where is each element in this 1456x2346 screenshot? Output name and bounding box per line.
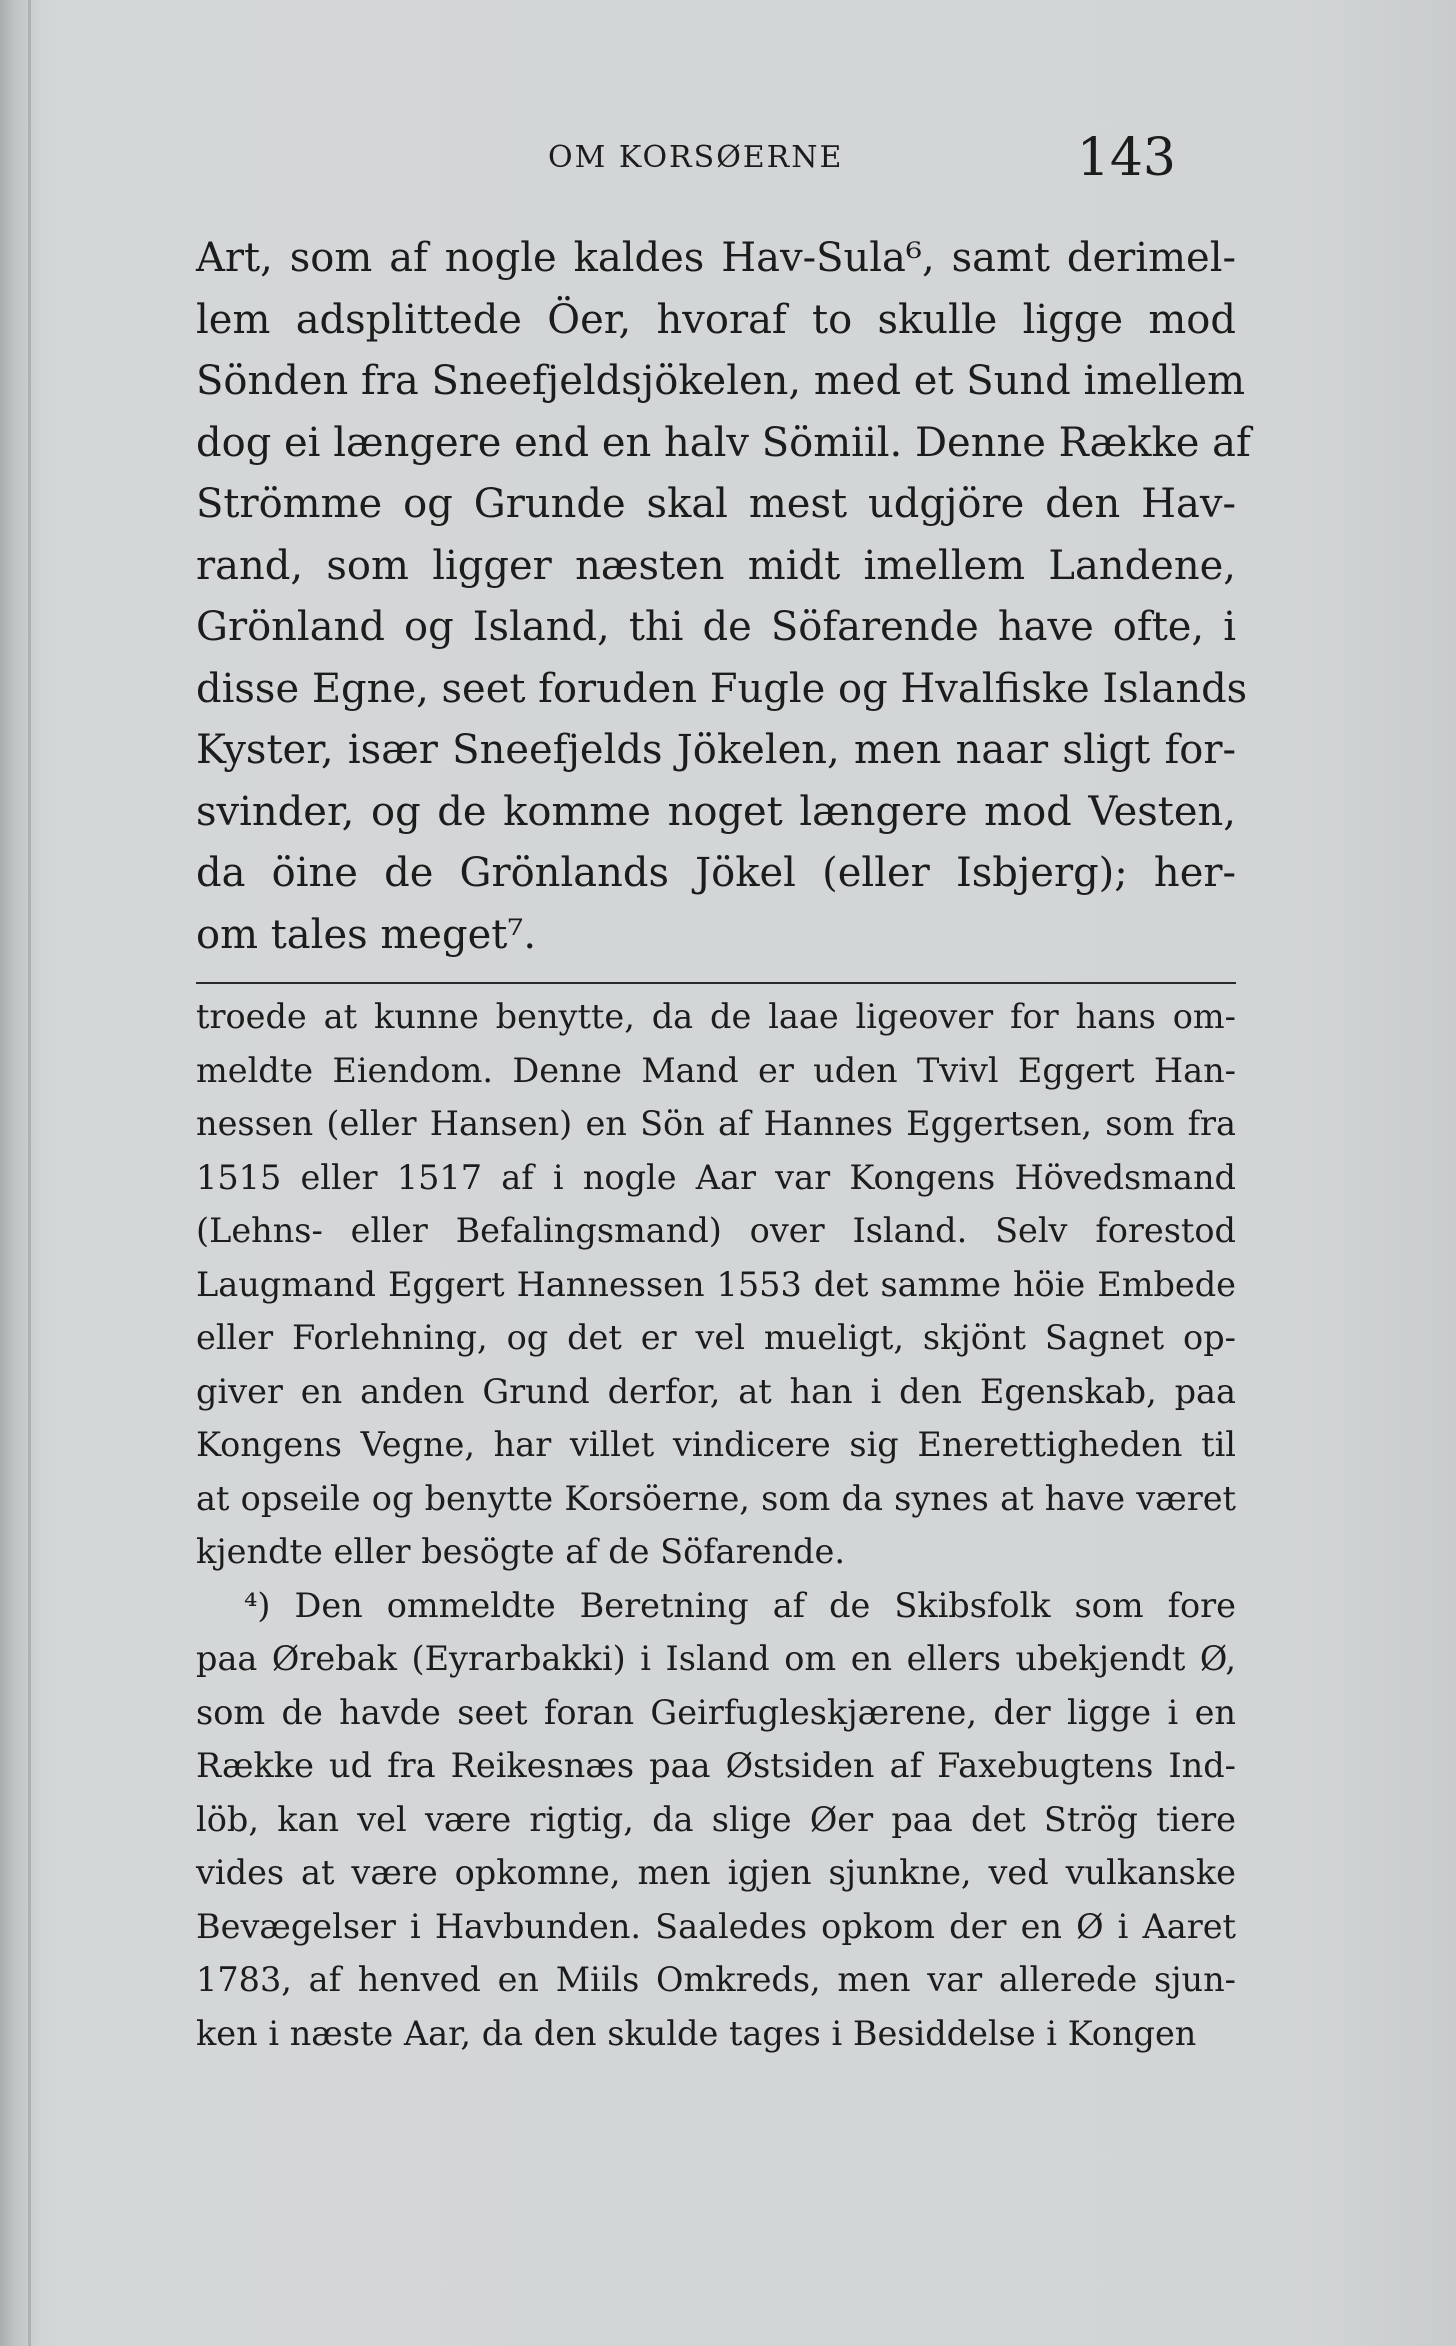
main-text-line: svinder, og de komme noget længere mod Vesten, [196,788,1236,835]
footnote-line: meldte Eiendom. Denne Mand er uden Tvivl Eggert Han- [196,1050,1236,1090]
footnote-line: Kongens Vegne, har villet vindicere sig Enerettigheden til [196,1425,1236,1464]
footnote-line: som de havde seet foran Geirfugleskjærene, der ligge i en [196,1692,1236,1732]
footnote-line: Laugmand Eggert Hannessen 1553 det samme höie Embede [196,1264,1236,1304]
footnote-line: 1783, af henved en Miils Omkreds, men var allerede sjun- [196,1960,1236,1999]
main-text-line: dog ei længere end en halv Sömiil. Denne Række af [196,419,1251,466]
footnote-line: Række ud fra Reikesnæs paa Østsiden af Faxebugtens Ind- [196,1746,1236,1785]
main-text-line: disse Egne, seet foruden Fugle og Hvalfiske Islands [196,665,1248,712]
footnote-line: (Lehns- eller Befalingsmand) over Island. Selv forestod [196,1211,1236,1250]
running-title: OM KORSØERNE [548,140,844,175]
footnote-line: Bevægelser i Havbunden. Saaledes opkom der en Ø i Aaret [196,1906,1236,1946]
footnote-4-first-text: Den ommeldte Beretning af de Skibsfolk som fore [294,1585,1236,1625]
main-text-line: Strömme og Grunde skal mest udgjöre den Hav- [196,481,1236,527]
footnote-divider [196,982,1236,984]
main-text [196,228,1251,966]
main-text-line: Grönland og Island, thi de Söfarende have ofte, i [196,604,1236,650]
footnote-line: at opseile og benytte Korsöerne, som da synes at have været [196,1478,1236,1518]
main-text-line: lem adsplittede Öer, hvoraf to skulle ligge mod [196,296,1236,343]
footnote-line: kjendte eller besögte af de Söfarende. [196,1532,845,1571]
main-text-line: Art, som af nogle kaldes Hav-Sula⁶, samt derimel- [196,235,1236,281]
footnotes [196,990,1236,2060]
footnote-4-first-line [196,1579,1236,1633]
page-number: 143 [1076,128,1176,188]
footnote-line: eller Forlehning, og det er vel mueligt, skjönt Sagnet op- [196,1318,1236,1357]
footnote-line: paa Ørebak (Eyrarbakki) i Island om en ellers ubekjendt Ø, [196,1639,1236,1678]
main-text-line: da öine de Grönlands Jökel (eller Isbjerg); her- [196,850,1236,896]
main-text-line: Sönden fra Sneefjeldsjökelen, med et Sund imellem [196,358,1246,404]
footnote-line: troede at kunne benytte, da de laae ligeover for hans om- [196,997,1236,1036]
footnote-line: nessen (eller Hansen) en Sön af Hannes Eggertsen, som fra [196,1104,1236,1143]
page-gutter-shadow [28,0,31,2346]
footnote-4-marker: ⁴) [244,1585,271,1625]
footnote-line: löb, kan vel være rigtig, da slige Øer paa det Strög tiere [196,1799,1236,1839]
main-text-line: Kyster, især Sneefjelds Jökelen, men naar sligt for- [196,727,1236,773]
main-text-line: om tales meget⁷. [196,911,537,958]
main-text-line: rand, som ligger næsten midt imellem Landene, [196,542,1236,589]
footnote-line: giver en anden Grund derfor, at han i den Egenskab, paa [196,1371,1236,1411]
footnote-line: ken i næste Aar, da den skulde tages i Besiddelse i Kongen [196,2013,1197,2053]
page-header [196,128,1236,188]
footnote-line: vides at være opkomne, men igjen sjunkne, ved vulkanske [196,1853,1236,1892]
footnote-line: 1515 eller 1517 af i nogle Aar var Kongens Hövedsmand [196,1157,1236,1197]
